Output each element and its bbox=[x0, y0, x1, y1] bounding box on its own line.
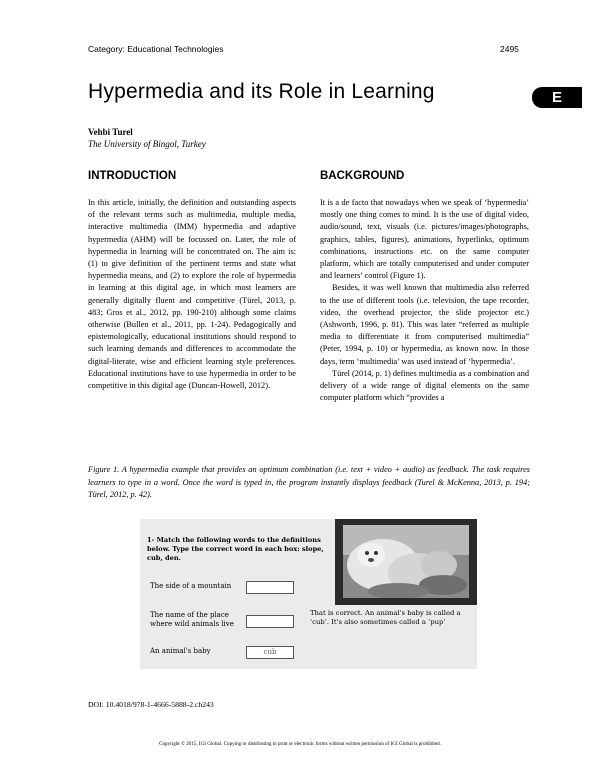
doi: DOI: 10.4018/978-1-4666-5888-2.ch243 bbox=[88, 700, 214, 709]
figure-1-hypermedia-example bbox=[140, 519, 477, 669]
page-number: 2495 bbox=[500, 44, 519, 54]
feedback-text: That is correct. An animal's baby is called a ‘cub’. It's also sometimes called a ‘pup’ bbox=[310, 609, 461, 626]
background-body bbox=[320, 197, 529, 404]
author-affiliation: The University of Bingol, Turkey bbox=[88, 139, 206, 149]
background-paragraph: Türel (2014, p. 1) defines multimedia as a combination and delivery of a wide range of digital elements on the same computer platform which “provides a bbox=[320, 368, 529, 403]
definition-label: The name of the place where wild animals live bbox=[150, 611, 234, 628]
section-tab: E bbox=[532, 87, 582, 108]
answer-input[interactable]: cub bbox=[246, 646, 294, 659]
answer-input[interactable] bbox=[246, 615, 294, 628]
running-header-category: Category: Educational Technologies bbox=[88, 44, 224, 54]
figure-caption: Figure 1. A hypermedia example that provides an optimum combination (i.e. text + video + audio) as feedback. The task requires learners to type in a word. Once the word is typed in, the program instantly displays feedback (Turel & McKenna, 2013, p. 194; Türel, 2012, p. 42). bbox=[88, 465, 530, 499]
background-paragraph: It is a de facto that nowadays when we speak of ‘hypermedia’ mostly one thing comes to mind. It is the use of digital video, audio/sound, text, visuals (i.e. pictures/images/photographs, graphics, tables, figures), animations, hyperlinks, optimum combinations, instructions etc. on the same computer platform, which are totally computerised and under computer and learners’ control (Figure 1). bbox=[320, 198, 529, 281]
exercise-instruction: 1- Match the following words to the definitions below. Type the correct word in each box: slope, cub, den. bbox=[147, 536, 324, 562]
introduction-heading: INTRODUCTION bbox=[88, 170, 177, 182]
video-player[interactable] bbox=[335, 519, 477, 605]
definition-label: The side of a mountain bbox=[150, 582, 232, 590]
introduction-body bbox=[88, 197, 296, 392]
definition-label: An animal's baby bbox=[150, 647, 211, 655]
background-paragraph: Besides, it was well known that multimedia also referred to the use of different tools (i.e. television, the tape recorder, video, the overhead projector, the slide projector etc.) (Ashworth, 1996, p. 81). This was later “referred as multiple media to differentiate it from computerised multimedia” (Peter, 1994, p. 10) or hypermedia, as known now. In those days, term ‘multimedia’ was used instead of ‘hypermedia’. bbox=[320, 283, 529, 366]
author-name: Vehbi Turel bbox=[88, 127, 133, 137]
introduction-paragraph: In this article, initially, the definition and outstanding aspects of the relevant terms such as multimedia, multiple media, interactive multimedia (IMM) hypermedia and adaptive hypermedia (AHM) will be focussed on. Later, the role of hypermedia in learning will be concentrated on. The aim is: (1) to give definition of the pertinent terms and state what hypermedia means, and (2) to explore the role of hypermedia in learning at this digital age, in which most learners are generally digitally fluent and competitive (Türel, 2013, p. 483; Gros et al., 2012, pp. 190-210) although some claims otherwise (Bullen et al., 2011, pp. 1-24). Pedagogically and epistemologically, educational institutions should respond to such learning demands and differences to accommodate the digital-literate, wise and efficient learning style preferences. Educational institutions have to use hypermedia in order to be competitive in this digital age (Duncan-Howell, 2012). bbox=[88, 198, 296, 391]
copyright-notice: Copyright © 2015, IGI Global. Copying or distributing in print or electronic forms without written permission of IGI Global is prohibited. bbox=[159, 741, 441, 747]
bear-cub-photo bbox=[343, 525, 469, 598]
answer-input[interactable] bbox=[246, 581, 294, 594]
article-title: Hypermedia and its Role in Learning bbox=[88, 80, 435, 103]
background-heading: BACKGROUND bbox=[320, 170, 405, 182]
